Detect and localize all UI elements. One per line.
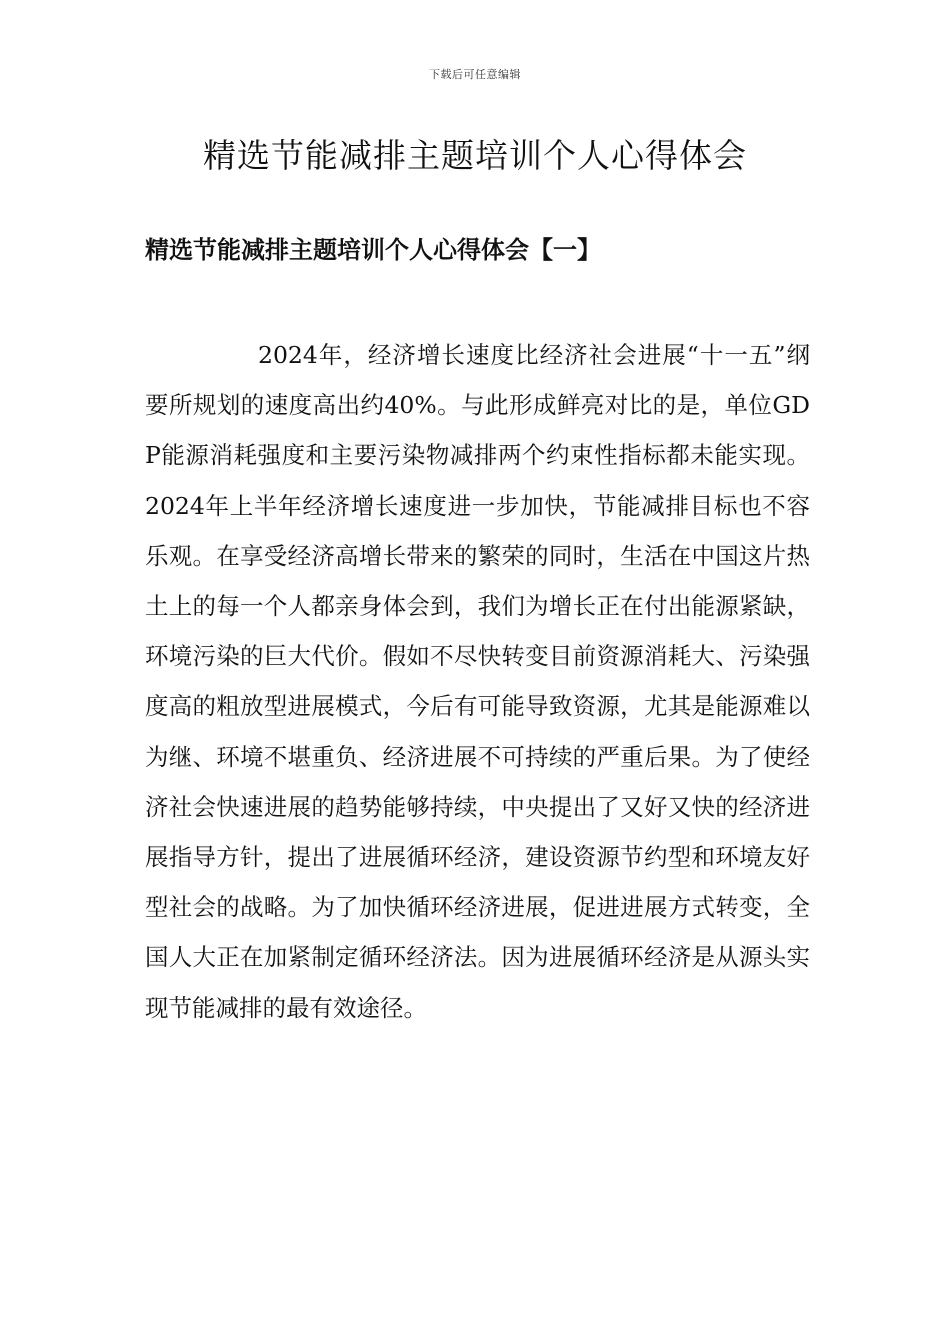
header-note: 下载后可任意编辑 bbox=[429, 68, 521, 81]
section-heading: 精选节能减排主题培训个人心得体会【一】 bbox=[145, 235, 601, 264]
body-paragraph: 2024年，经济增长速度比经济社会进展“十一五”纲要所规划的速度高出约40%。与此形成鲜亮对比的是，单位GDP能源消耗强度和主要污染物减排两个约束性指标都未能实现。2024年上半年经济增长速度进一步加快，节能减排目标也不容乐观。在享受经济高增长带来的繁荣的同时，生活在中国这片热土上的每一个人都亲身体会到，我们为增长正在付出能源紧缺，环境污染的巨大代价。假如不尽快转变目前资源消耗大、污染强度高的粗放型进展模式，今后有可能导致资源，尤其是能源难以为继、环境不堪重负、经济进展不可持续的严重后果。为了使经济社会快速进展的趋势能够持续，中央提出了又好又快的经济进展指导方针，提出了进展循环经济，建设资源节约型和环境友好型社会的战略。为了加快循环经济进展，促进进展方式转变，全国人大正在加紧制定循环经济法。因为进展循环经济是从源头实现节能减排的最有效途径。 bbox=[145, 341, 810, 1022]
document-title: 精选节能减排主题培训个人心得体会 bbox=[203, 136, 747, 175]
